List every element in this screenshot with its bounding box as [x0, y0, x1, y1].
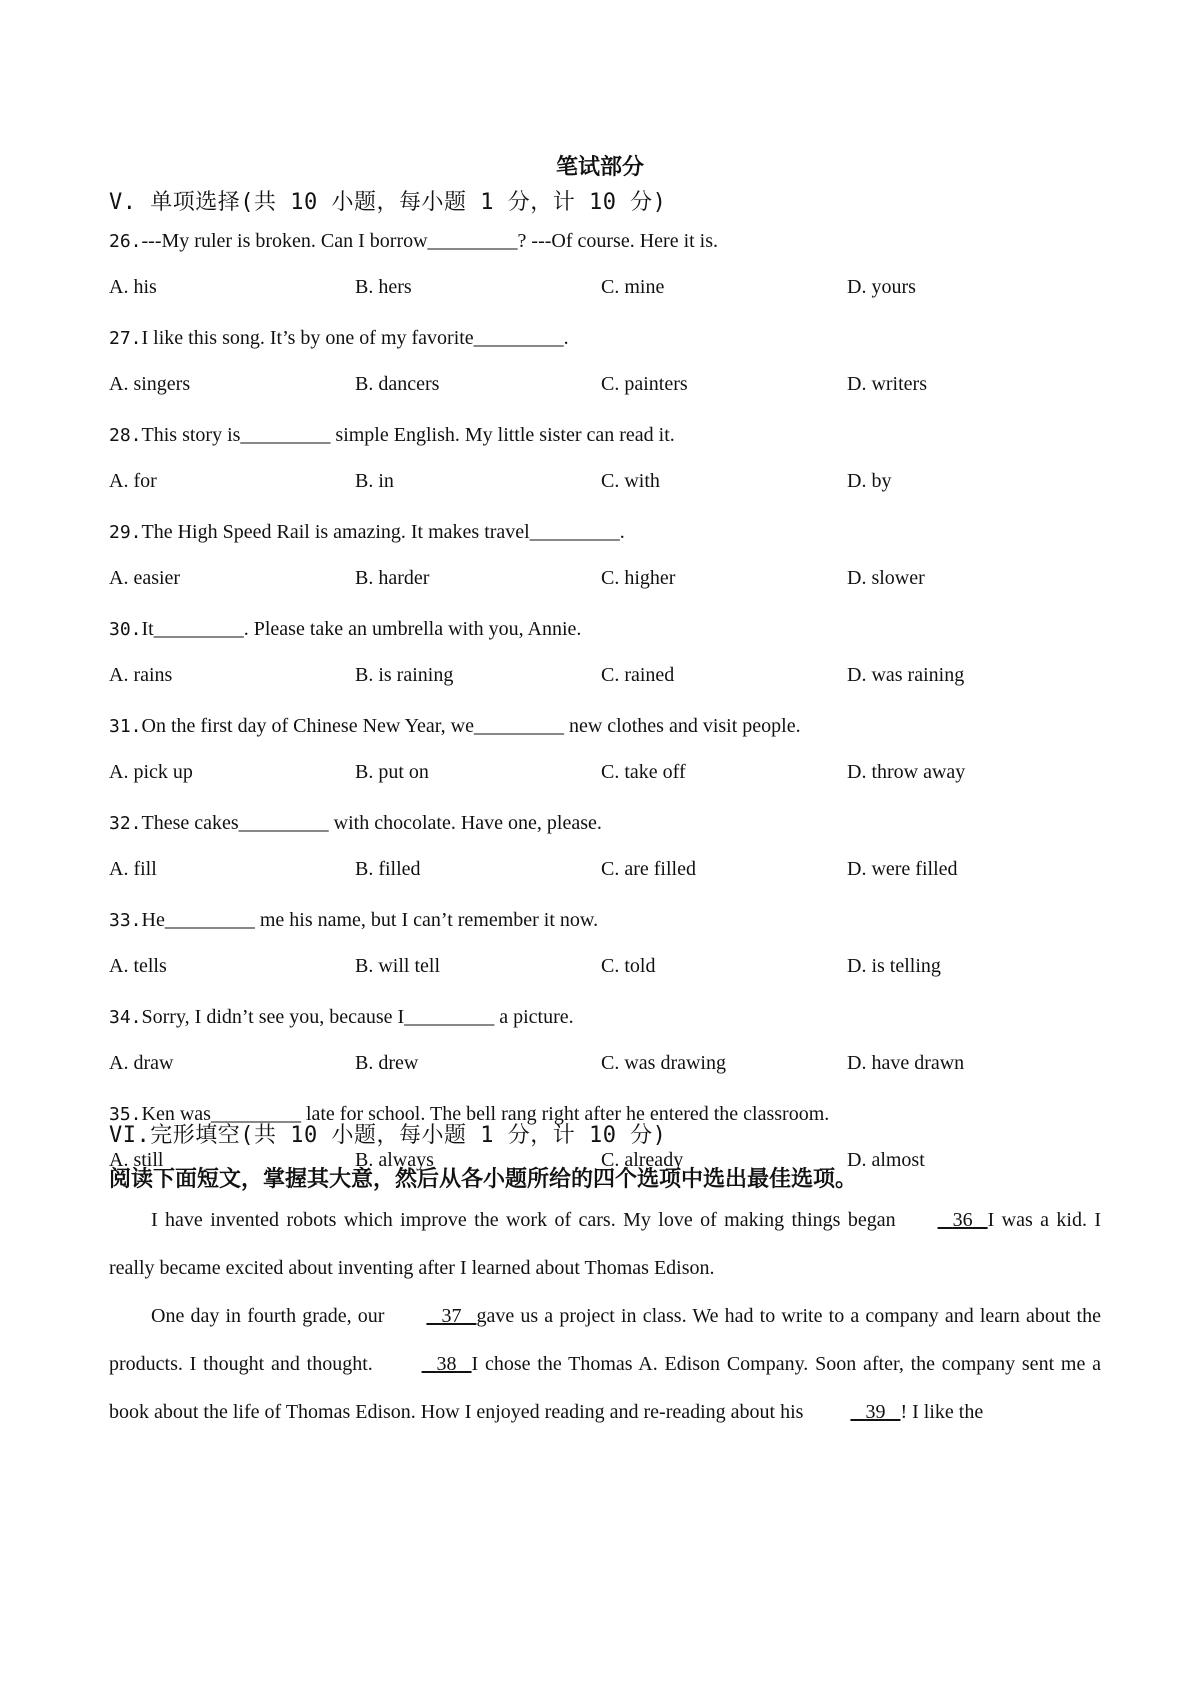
question-text: This story is_________ simple English. My little sister can read it. [141, 424, 675, 446]
option-c: C. painters [601, 373, 688, 395]
page-title: 笔试部分 [555, 155, 644, 180]
question-number: 30. [109, 619, 142, 640]
question-number: 35. [109, 1104, 142, 1125]
question-text: Ken was_________ late for school. The bell rang right after he entered the classroom. [141, 1103, 830, 1125]
option-a: A. for [109, 470, 157, 492]
cloze-paragraph-2 [109, 1292, 1101, 1436]
question-number: 34. [109, 1007, 142, 1028]
paragraph-text: I was a kid. I really became excited about inventing after I learned about Thomas Edison. [109, 1209, 1101, 1279]
paragraph-text: I have invented robots which improve the work of cars. My love of making things began [151, 1209, 896, 1231]
option-d: D. was raining [847, 664, 965, 686]
blank-39: 39 [865, 1401, 886, 1423]
question-text: Sorry, I didn’t see you, because I_________ a picture. [141, 1006, 574, 1028]
blank-36: 36 [952, 1209, 973, 1231]
question-28 [109, 424, 675, 447]
option-a: A. tells [109, 955, 167, 977]
option-a: A. pick up [109, 761, 193, 783]
option-a: A. singers [109, 373, 191, 395]
option-c: C. already [601, 1149, 684, 1171]
paragraph-text: ! I like the [900, 1401, 984, 1423]
question-text: It_________. Please take an umbrella with you, Annie. [141, 618, 582, 640]
cloze-instruction: 阅读下面短文，掌握其大意，然后从各小题所给的四个选项中选出最佳选项。 [109, 1167, 858, 1192]
question-29 [109, 521, 625, 544]
paragraph-text: I chose the Thomas A. Edison Company. Soon after, the company sent me a book about the life of Thomas Edison. How I enjoyed reading and re-reading about his [109, 1353, 1101, 1423]
question-34 [109, 1006, 574, 1029]
question-text: I like this song. It’s by one of my favorite_________. [141, 327, 569, 349]
question-number: 33. [109, 910, 142, 931]
option-c: C. higher [601, 567, 676, 589]
option-c: C. was drawing [601, 1052, 726, 1074]
option-a: A. fill [109, 858, 157, 880]
question-number: 31. [109, 716, 142, 737]
option-d: D. have drawn [847, 1052, 965, 1074]
question-30 [109, 618, 581, 641]
option-c: C. rained [601, 664, 675, 686]
option-b: B. will tell [355, 955, 440, 977]
paragraph-text: gave us a project in class. We had to write to a company and learn about the products. I thought and thought. [109, 1305, 1101, 1375]
option-b: B. in [355, 470, 394, 492]
option-b: B. drew [355, 1052, 419, 1074]
option-b: B. always [355, 1149, 434, 1171]
option-c: C. told [601, 955, 656, 977]
question-number: 26. [109, 231, 142, 252]
question-27 [109, 327, 569, 350]
question-text: These cakes_________ with chocolate. Have one, please. [141, 812, 602, 834]
option-c: C. with [601, 470, 660, 492]
question-31 [109, 715, 801, 738]
option-d: D. writers [847, 373, 927, 395]
section-v-heading: V. 单项选择(共 10 小题，每小题 1 分，计 10 分) [109, 190, 667, 215]
option-a: A. easier [109, 567, 181, 589]
option-d: D. yours [847, 276, 916, 298]
option-d: D. by [847, 470, 892, 492]
question-number: 28. [109, 425, 142, 446]
option-c: C. take off [601, 761, 686, 783]
blank-37: 37 [441, 1305, 462, 1327]
question-text: The High Speed Rail is amazing. It makes travel_________. [141, 521, 625, 543]
option-b: B. is raining [355, 664, 454, 686]
question-text: He_________ me his name, but I can’t remember it now. [141, 909, 599, 931]
option-d: D. throw away [847, 761, 966, 783]
question-26 [109, 230, 718, 253]
option-a: A. draw [109, 1052, 174, 1074]
cloze-paragraph-1 [109, 1196, 1101, 1292]
paragraph-text: One day in fourth grade, our [151, 1305, 385, 1327]
blank-38: 38 [436, 1353, 457, 1375]
question-number: 32. [109, 813, 142, 834]
option-d: D. slower [847, 567, 925, 589]
option-b: B. hers [355, 276, 412, 298]
option-b: B. put on [355, 761, 429, 783]
option-a: A. his [109, 276, 157, 298]
question-number: 27. [109, 328, 142, 349]
option-b: B. dancers [355, 373, 440, 395]
section-vi-heading: VI.完形填空(共 10 小题，每小题 1 分，计 10 分) [109, 1123, 667, 1148]
question-33 [109, 909, 598, 932]
question-32 [109, 812, 602, 835]
option-b: B. harder [355, 567, 430, 589]
option-c: C. mine [601, 276, 665, 298]
question-text: ---My ruler is broken. Can I borrow_________? ---Of course. Here it is. [141, 230, 719, 252]
option-b: B. filled [355, 858, 421, 880]
option-a: A. rains [109, 664, 173, 686]
question-number: 29. [109, 522, 142, 543]
option-d: D. almost [847, 1149, 925, 1171]
question-text: On the first day of Chinese New Year, we_________ new clothes and visit people. [141, 715, 801, 737]
option-d: D. is telling [847, 955, 941, 977]
option-c: C. are filled [601, 858, 696, 880]
option-d: D. were filled [847, 858, 958, 880]
option-a: A. still [109, 1149, 164, 1171]
